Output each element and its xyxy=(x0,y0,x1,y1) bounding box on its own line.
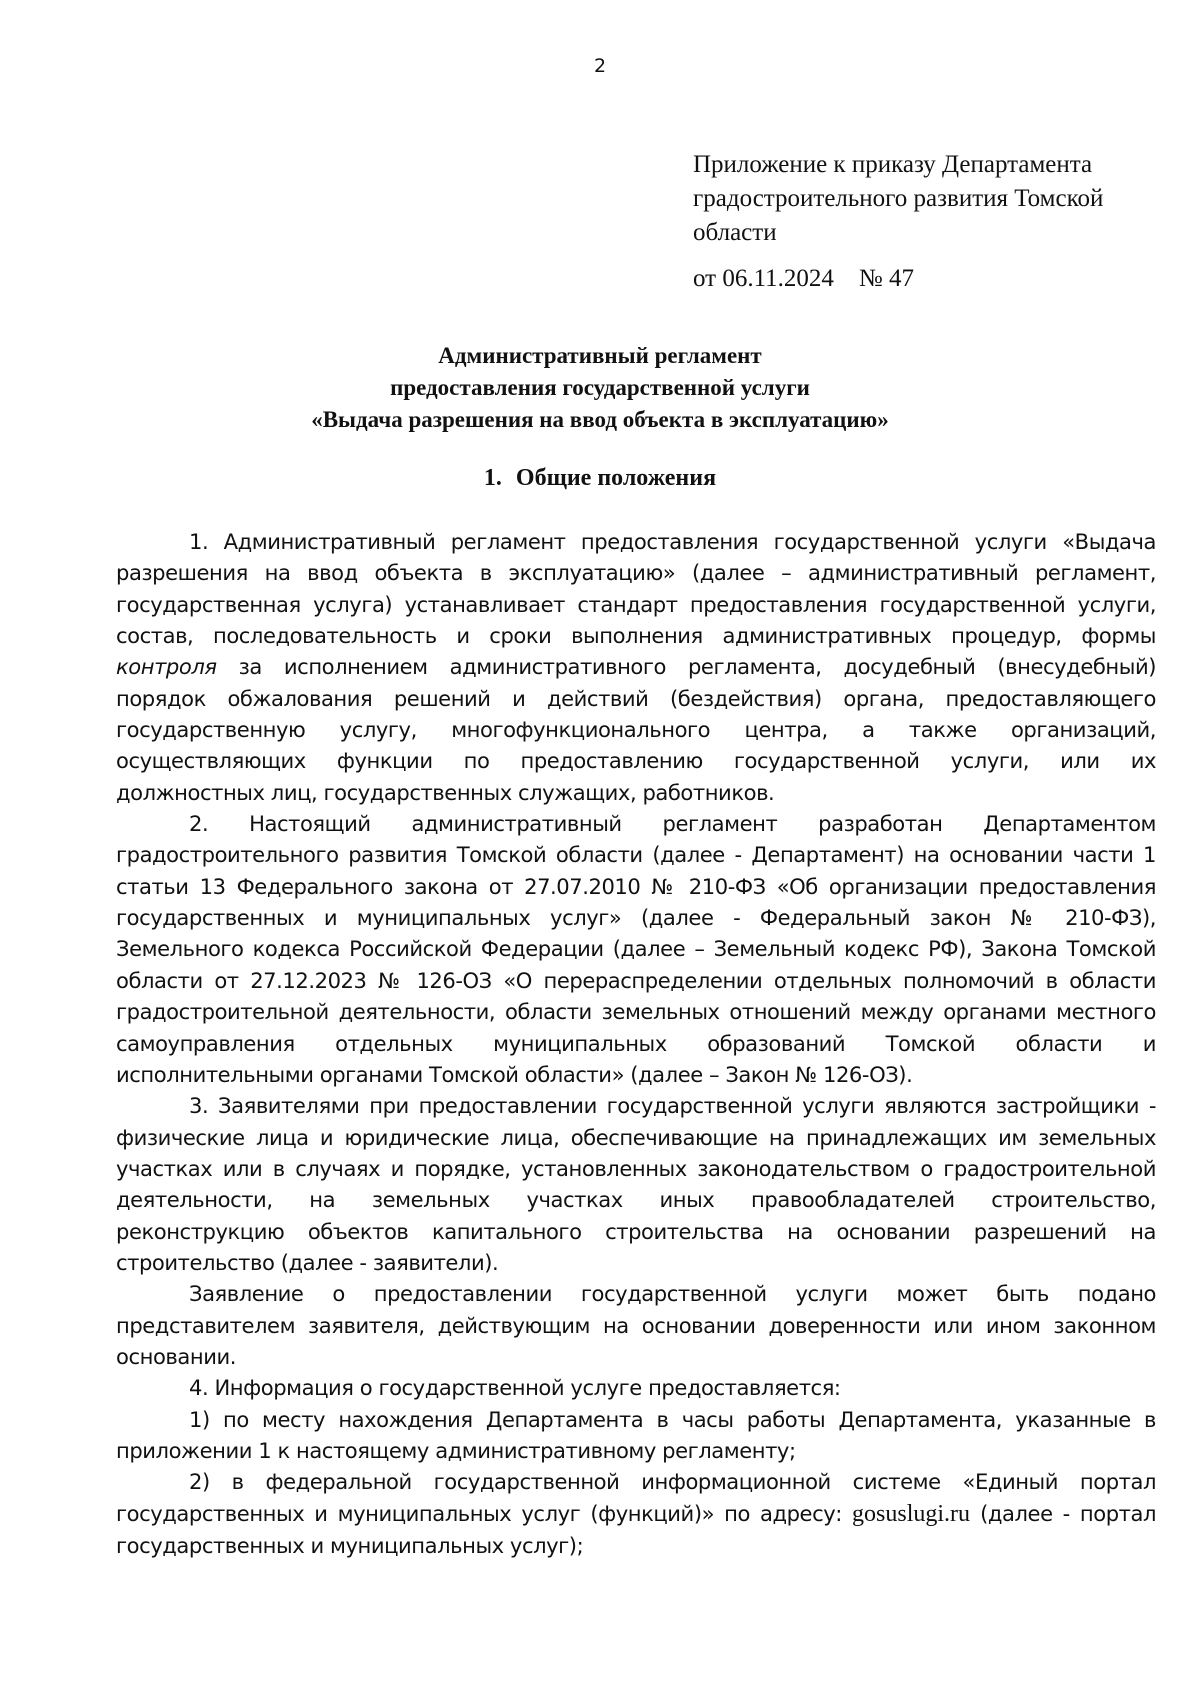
text-line: приложении 1 к настоящему административному регламенту; xyxy=(116,1437,796,1463)
section-number: 1. xyxy=(483,465,502,491)
text-line: 3. Заявителями при предоставлении государственной услуги являются застройщики - xyxy=(189,1093,1156,1119)
title-line-2: предоставления государственной услуги xyxy=(390,375,810,400)
text-line: Заявление о предоставлении государственной услуги может быть подано xyxy=(189,1281,1156,1307)
text-line: осуществляющих функции по предоставлению государственной услуги, или их xyxy=(116,748,1156,774)
text-line: 2) в федеральной государственной информационной системе «Единый портал xyxy=(189,1469,1156,1495)
text-line: реконструкцию объектов капитального строительства на основании разрешений на xyxy=(116,1218,1156,1244)
text-line: участках или в случаях и порядке, установленных законодательством о градостроительной xyxy=(116,1155,1156,1181)
italic-word: контроля xyxy=(116,654,217,680)
text-fragment: государственных и муниципальных услуг (функций)» по адресу: xyxy=(116,1500,842,1526)
text-line: порядок обжалования решений и действий (бездействия) органа, предоставляющего xyxy=(116,685,1156,711)
paragraph-representative xyxy=(116,1278,1156,1372)
text-line: должностных лиц, государственных служащих, работников. xyxy=(116,779,775,805)
text-fragment: за исполнением административного регламента, досудебный (внесудебный) xyxy=(238,654,1156,680)
list-item-2 xyxy=(116,1466,1156,1561)
text-line: деятельности, на земельных участках иных правообладателей строительство, xyxy=(116,1187,1156,1213)
portal-address: gosuslugi.ru xyxy=(852,1500,971,1527)
section-title: Общие положения xyxy=(515,465,717,491)
text-line: градостроительного развития Томской области (далее - Департамент) на основании части 1 xyxy=(116,842,1156,868)
text-line: государственных и муниципальных услуг); xyxy=(116,1533,584,1558)
text-line: представителем заявителя, действующим на основании доверенности или ином законном xyxy=(116,1312,1156,1338)
page-number: 2 xyxy=(593,55,607,77)
text-line: государственных и муниципальных услуг» (далее - Федеральный закон № 210-ФЗ), xyxy=(116,905,1156,931)
text-line: физические лица и юридические лица, обеспечивающие на принадлежащих им земельных xyxy=(116,1124,1156,1150)
text-line: самоуправления отдельных муниципальных образований Томской области и xyxy=(116,1030,1156,1056)
section-heading xyxy=(0,462,1200,494)
document-title xyxy=(0,340,1200,436)
text-line: основании. xyxy=(116,1343,236,1369)
title-line-3: «Выдача разрешения на ввод объекта в эксплуатацию» xyxy=(311,407,889,432)
text-line: 1. Административный регламент предоставления государственной услуги «Выдача xyxy=(189,529,1156,554)
text-line xyxy=(116,1498,1156,1530)
text-line: государственную услугу, многофункционального центра, а также организаций, xyxy=(116,717,1156,743)
text-line: статьи 13 Федерального закона от 27.07.2010 № 210-ФЗ «Об организации предоставления xyxy=(116,873,1156,899)
paragraph-2 xyxy=(116,808,1156,1090)
text-line: 4. Информация о государственной услуге предоставляется: xyxy=(189,1375,841,1401)
text-line xyxy=(116,651,1156,682)
title-line-1: Административный регламент xyxy=(438,343,762,368)
appendix-header: Приложение к приказу Департамента градостроительного развития Томской области xyxy=(693,151,1104,246)
paragraph-4 xyxy=(116,1372,1156,1403)
text-line: 1) по месту нахождения Департамента в часы работы Департамента, указанные в xyxy=(189,1406,1156,1432)
text-line: 2. Настоящий административный регламент разработан Департаментом xyxy=(189,811,1156,837)
text-line: состав, последовательность и сроки выполнения административных процедур, формы xyxy=(116,623,1156,649)
text-line: исполнительными органами Томской области» (далее – Закон № 126-ОЗ). xyxy=(116,1061,913,1087)
list-item-1 xyxy=(116,1404,1156,1467)
text-line: области от 27.12.2023 № 126-ОЗ «О перераспределении отдельных полномочий в области xyxy=(116,967,1156,993)
text-line: градостроительной деятельности, области земельных отношений между органами местного xyxy=(116,999,1156,1025)
document-body xyxy=(116,526,1156,1561)
text-line: Земельного кодекса Российской Федерации (далее – Земельный кодекс РФ), Закона Томской xyxy=(116,936,1156,962)
paragraph-1 xyxy=(116,526,1156,808)
text-line: разрешения на ввод объекта в эксплуатацию» (далее – административный регламент, xyxy=(116,560,1156,586)
text-fragment: (далее - портал xyxy=(980,1500,1157,1526)
text-line: государственная услуга) устанавливает стандарт предоставления государственной услуги, xyxy=(116,591,1156,617)
appendix-date-number: от 06.11.2024 № 47 xyxy=(693,265,915,292)
paragraph-3 xyxy=(116,1090,1156,1278)
text-line: строительство (далее - заявители). xyxy=(116,1249,499,1275)
